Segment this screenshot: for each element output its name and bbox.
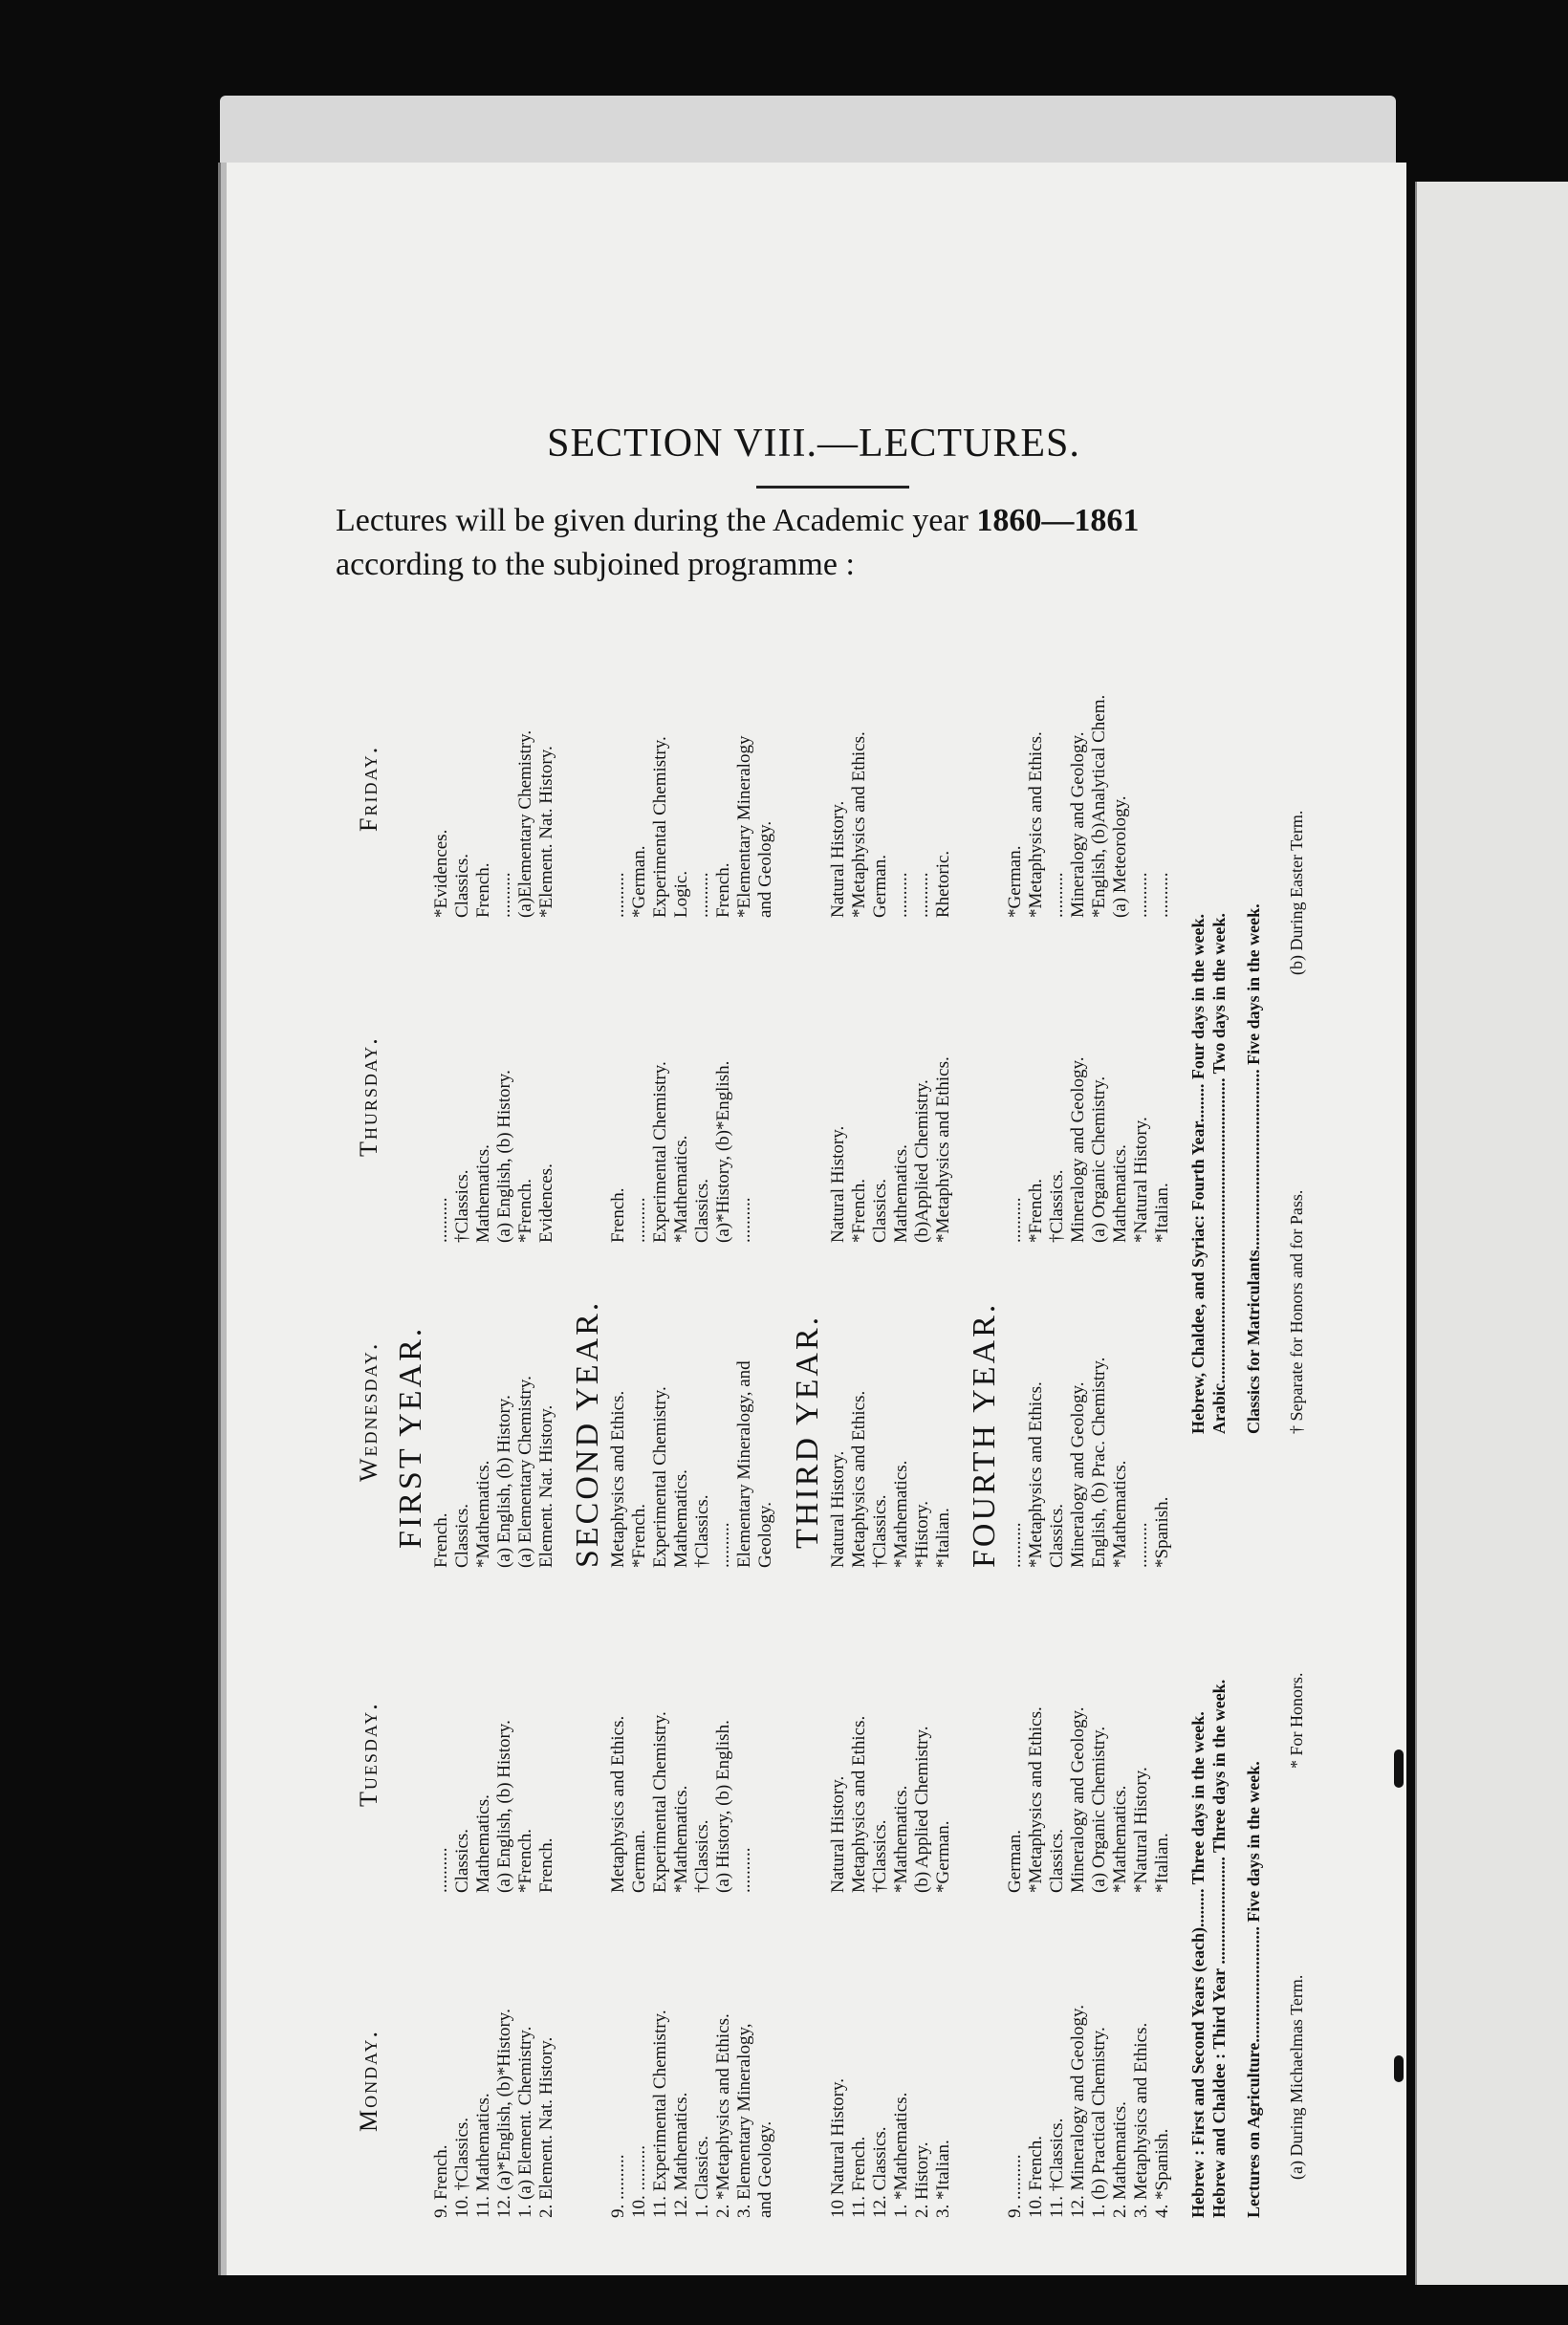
y3-thursday: Natural History. *French. Classics. Mathematics. (b)Applied Chemistry. *Metaphysics and Ethics. (828, 1056, 953, 1243)
y4-friday: *German. *Metaphysics and Ethics. .......... Mineralogy and Geology. *English, (b)Analytical Chem. (a) Meteorology. .......... .......... (1005, 694, 1172, 918)
y2-monday: 9. .......... 10. .......... 11. Experimental Chemistry. 12. Mathematics. 1. Classics. 2. *Metaphysics and Ethics. 3. Elementary Mineralogy, and Geology. (608, 2010, 775, 2218)
intro-line2: according to the subjoined programme : (336, 547, 855, 582)
note-easter: (b) During Easter Term. (1287, 810, 1306, 975)
binding-mark-2 (1394, 2055, 1404, 2082)
footer-hebrew-1: Hebrew : First and Second Years (each)......... Three days in the week. (1188, 1711, 1208, 2218)
y4-monday: 9. .......... 10. French. 11. †Classics. 12. Mineralogy and Geology. 1. (b) Practical Chemistry. 2. Mathematics. 3. Metaphysics and Ethics. 4. *Spanish. (1005, 2004, 1172, 2218)
day-tuesday: Tuesday. (355, 1702, 382, 1807)
intro-paragraph (336, 499, 1311, 587)
day-thursday: Thursday. (355, 1036, 382, 1157)
year-heading-4: FOURTH YEAR. (967, 1301, 1002, 1568)
footer-hebrew-2: Hebrew and Chaldee : Third Year ......................... Three days in the week. (1209, 1679, 1229, 2218)
y1-tuesday: .......... Classics. Mathematics. (a) English, (b) History. *French. French. (431, 1720, 556, 1893)
intro-year: 1860—1861 (976, 503, 1140, 538)
y1-monday: 9. French. 10. †Classics. 11. Mathematics. 12. (a)*English, (b)*History. 1. (a) Element. Chemistry. 2. Element. Nat. History. (431, 2009, 556, 2218)
document-page (218, 163, 1406, 2275)
y3-friday: Natural History. *Metaphysics and Ethics. German. .......... .......... Rhetoric. (828, 731, 953, 918)
y2-wednesday: Metaphysics and Ethics. *French. Experimental Chemistry. Mathematics. †Classics. .......... Elementary Mineralogy, and Geology. (608, 1360, 775, 1568)
y4-tuesday: German. *Metaphysics and Ethics. Classics. Mineralogy and Geology. (a) Organic Chemistry. *Mathematics. *Natural History. *Italian. (1005, 1706, 1172, 1893)
y2-tuesday: Metaphysics and Ethics. German. Experimental Chemistry. *Mathematics. †Classics. (a) History, (b) English. .......... (608, 1711, 754, 1893)
y3-tuesday: Natural History. Metaphysics and Ethics. †Classics. *Mathematics. (b) Applied Chemistry. *German. (828, 1715, 953, 1893)
y1-wednesday: French. Classics. *Mathematics. (a) English, (b) History. (a) Elementary Chemistry. Element. Nat. History. (431, 1376, 556, 1568)
year-heading-2: SECOND YEAR. (570, 1299, 605, 1568)
y4-thursday: .......... *French. †Classics. Mineralogy and Geology. (a) Organic Chemistry. Mathematics. *Natural History. *Italian. (1005, 1056, 1172, 1243)
footer-hebrew-right-1: Hebrew, Chaldee, and Syriac: Fourth Year......... Four days in the week. (1188, 913, 1208, 1434)
intro-text: Lectures will be given during the Academic year (336, 503, 969, 538)
note-honors: * For Honors. (1287, 1672, 1306, 1769)
binding-mark-1 (1394, 1749, 1404, 1788)
day-monday: Monday. (355, 2030, 382, 2132)
note-separate: † Separate for Honors and for Pass. (1287, 1189, 1306, 1434)
lecture-table (355, 593, 1406, 2218)
y3-monday: 10 Natural History. 11. French. 12. Classics. 1. *Mathematics. 2. History. 3. *Italian. (828, 2078, 953, 2218)
y2-thursday: French. .......... Experimental Chemistry. *Mathematics. Classics. (a)*History, (b)*English. .......... (608, 1060, 754, 1243)
year-heading-3: THIRD YEAR. (790, 1314, 825, 1549)
y3-wednesday: Natural History. Metaphysics and Ethics. †Classics. *Mathematics. *History. *Italian. (828, 1390, 953, 1568)
y2-friday: .......... *German. Experimental Chemistry. Logic. .......... French. *Elementary Mineralogy and Geology. (608, 735, 775, 918)
title-rule (756, 486, 909, 489)
footer-agriculture: Lectures on Agriculture........................... Five days in the week. (1244, 1761, 1263, 2218)
y1-friday: *Evidences. Classics. French. .......... (a)Elementary Chemistry. *Element. Nat. History. (431, 729, 556, 918)
day-friday: Friday. (355, 745, 382, 832)
y4-wednesday: .......... *Metaphysics and Ethics. Classics. Mineralogy and Geology. English, (b) Prac. Chemistry. *Mathematics. .......... *Spanish. (1005, 1357, 1172, 1568)
footer-hebrew-right-2: Arabic....................................................................... Two days in the week. (1209, 913, 1229, 1434)
section-title: SECTION VIII.—LECTURES. (547, 422, 1080, 466)
year-heading-1: FIRST YEAR. (393, 1325, 428, 1549)
footer-matriculants: Classics for Matriculants.......................................... Five days in the week. (1244, 903, 1263, 1434)
y1-thursday: .......... †Classics. Mathematics. (a) English, (b) History. *French. Evidences. (431, 1070, 556, 1243)
facing-page-edge (1415, 182, 1568, 2285)
note-michaelmas: (a) During Michaelmas Term. (1287, 1974, 1306, 2180)
day-wednesday: Wednesday. (355, 1341, 382, 1482)
